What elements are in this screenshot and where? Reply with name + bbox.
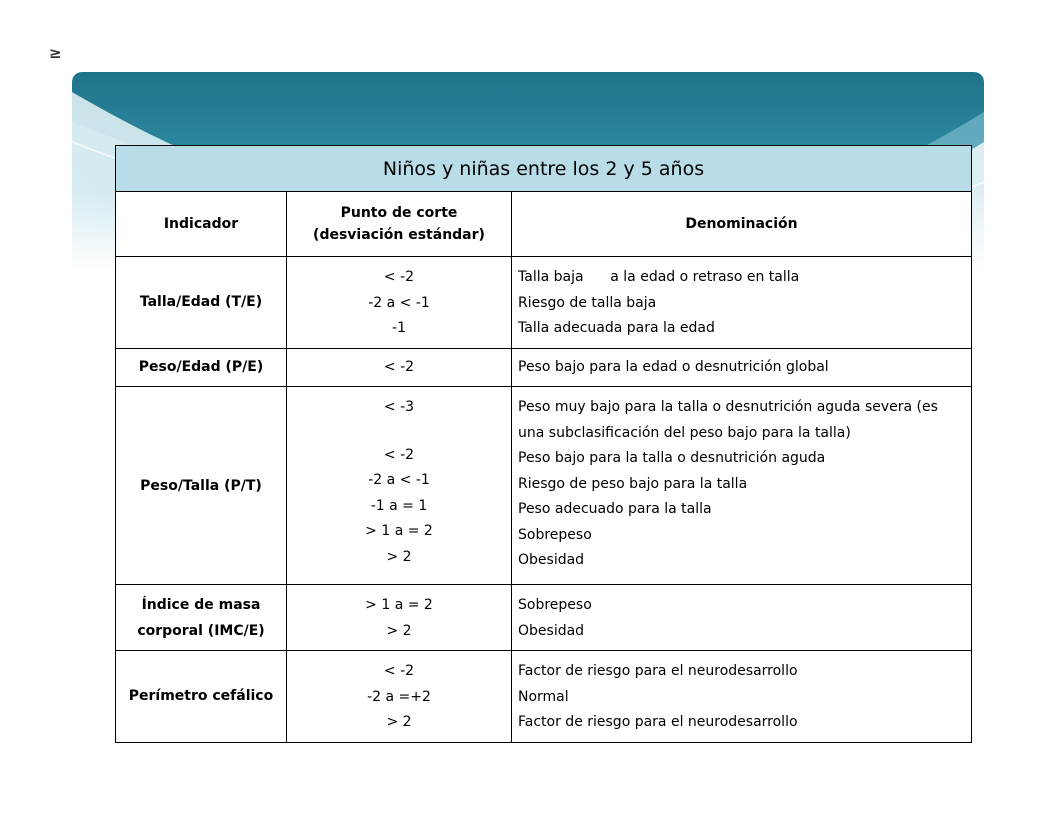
denomination-text: Factor de riesgo para el neurodesarrollo <box>518 714 798 730</box>
denomination-text: Talla baja a la edad o retraso en talla <box>518 269 800 285</box>
row-denominations <box>512 348 972 387</box>
denomination-text: Peso adecuado para la talla <box>518 501 712 517</box>
denomination-text: Obesidad <box>518 622 585 639</box>
row-cutoffs <box>287 257 512 349</box>
row-cutoffs <box>287 585 512 651</box>
cutoff-value: -2 a =+2 <box>367 688 431 705</box>
denomination-text: Riesgo de peso bajo para la talla <box>518 475 748 492</box>
cutoff-value: > 2 <box>386 622 412 639</box>
row-indicator: Peso/Talla (P/T) <box>116 387 287 585</box>
cutoff-value: > 1 a = 2 <box>365 523 433 539</box>
row-denominations <box>512 257 972 349</box>
cutoff-value: < -2 <box>383 358 415 375</box>
denomination-text: Talla adecuada para la edad <box>518 320 715 336</box>
denomination-text: Riesgo de talla baja <box>518 294 657 311</box>
cutoff-value: > 1 a = 2 <box>365 597 433 613</box>
header-cutoff: Punto de corte (desviación estándar) <box>287 192 512 257</box>
row-denominations <box>512 651 972 743</box>
cutoff-value: < -2 <box>383 663 415 679</box>
denomination-text: Sobrepeso <box>518 526 592 543</box>
table-row <box>116 651 972 743</box>
denomination-text: Peso bajo para la talla o desnutrición aguda <box>518 450 826 466</box>
denomination-text: Peso bajo para la edad o desnutrición global <box>518 358 829 375</box>
denomination-text: Obesidad <box>518 552 585 568</box>
row-indicator: Índice de masa corporal (IMC/E) <box>116 585 287 651</box>
table-row <box>116 387 972 585</box>
cutoff-value: < -2 <box>383 269 415 285</box>
row-cutoffs <box>287 387 512 585</box>
header-denomination: Denominación <box>512 192 972 257</box>
table-row <box>116 257 972 349</box>
cutoff-value: < -2 <box>383 446 415 463</box>
row-denominations <box>512 585 972 651</box>
cutoff-value: -2 a < -1 <box>368 294 430 311</box>
table-title: Niños y niñas entre los 2 y 5 años <box>116 146 972 192</box>
cutoff-value: -1 a = 1 <box>370 497 428 514</box>
row-cutoffs <box>287 651 512 743</box>
denomination-text: Peso muy bajo para la talla o desnutrición aguda severa (es una subclasificación del peso bajo para la talla) <box>518 399 938 441</box>
table-row <box>116 348 972 387</box>
row-indicator: Perímetro cefálico <box>116 651 287 743</box>
cutoff-value: > 2 <box>386 548 412 565</box>
denomination-text: Factor de riesgo para el neurodesarrollo <box>518 663 798 679</box>
cutoff-value: -2 a < -1 <box>368 472 430 488</box>
table-row <box>116 585 972 651</box>
header-indicator: Indicador <box>116 192 287 257</box>
cutoff-value: < -3 <box>383 399 415 415</box>
cutoff-value: > 2 <box>386 714 412 730</box>
corner-mark: ≥ <box>49 44 62 62</box>
denomination-text: Normal <box>518 688 569 705</box>
row-cutoffs <box>287 348 512 387</box>
row-denominations <box>512 387 972 585</box>
classification-table <box>115 145 972 743</box>
row-indicator: Peso/Edad (P/E) <box>116 348 287 387</box>
row-indicator: Talla/Edad (T/E) <box>116 257 287 349</box>
denomination-text: Sobrepeso <box>518 597 592 613</box>
cutoff-value: -1 <box>392 320 406 336</box>
